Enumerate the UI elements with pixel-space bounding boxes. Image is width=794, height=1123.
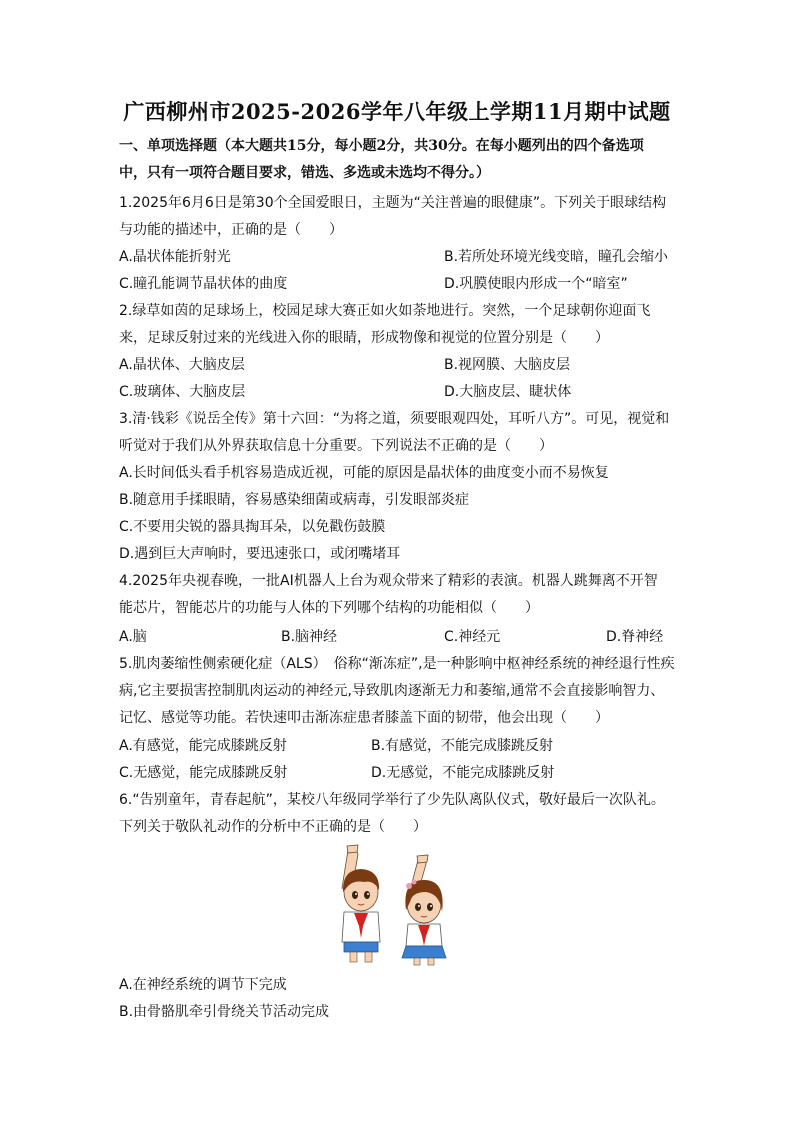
- section-heading: [119, 133, 679, 187]
- question-5-stem-line1: 5.肌肉萎缩性侧索硬化症（ALS） 俗称“渐冻症”,是一种影响中枢神经系统的神经退行性疾: [119, 656, 675, 672]
- question-1-option-a: A.晶状体能折射光: [119, 249, 231, 265]
- question-3-option-c: C.不要用尖锐的器具掏耳朵，以免戳伤鼓膜: [119, 519, 386, 535]
- question-4-stem-line2: 能芯片，智能芯片的功能与人体的下列哪个结构的功能相似（ ）: [119, 600, 539, 616]
- question-1-option-b: B.若所处环境光线变暗，瞳孔会缩小: [444, 249, 669, 265]
- question-2-stem-line2: 来，足球反射过来的光线进入你的眼睛，形成物像和视觉的位置分别是（ ）: [119, 330, 609, 346]
- page-title: 广西柳州市2025-2026学年八年级上学期11月期中试题: [123, 99, 671, 124]
- question-1-stem-line1: 1.2025年6月6日是第30个全国爱眼日，主题为“关注普遍的眼健康”。下列关于眼球结构: [119, 195, 667, 211]
- question-3-option-a: A.长时间低头看手机容易造成近视，可能的原因是晶状体的曲度变小而不易恢复: [119, 465, 609, 481]
- question-2-stem-line1: 2.绿草如茵的足球场上，校园足球大赛正如火如荼地进行。突然，一个足球朝你迎面飞: [119, 303, 651, 319]
- section-heading-line1: 一、单项选择题（本大题共15分，每小题2分，共30分。在每小题列出的四个备选项: [119, 138, 644, 154]
- question-3-option-b: B.随意用手揉眼睛，容易感染细菌或病毒，引发眼部炎症: [119, 492, 470, 508]
- question-2-option-b: B.视网膜、大脑皮层: [444, 357, 571, 373]
- question-3-stem-line2: 听觉对于我们从外界获取信息十分重要。下列说法不正确的是（ ）: [119, 438, 553, 454]
- question-5-option-d: D.无感觉，不能完成膝跳反射: [371, 765, 555, 781]
- girl-figure: [402, 855, 446, 965]
- question-4-option-a: A.脑: [119, 629, 147, 645]
- question-5-option-a: A.有感觉，能完成膝跳反射: [119, 738, 287, 754]
- question-4-option-d: D.脊神经: [606, 629, 664, 645]
- question-3-stem-line1: 3.清·钱彩《说岳全传》第十六回：“为将之道，须要眼观四处，耳听八方”。可见，视觉和: [119, 411, 670, 427]
- question-6-option-b: B.由骨骼肌牵引骨绕关节活动完成: [119, 1004, 330, 1020]
- question-5-stem-line3: 记忆、感觉等功能。若快速叩击渐冻症患者膝盖下面的韧带，他会出现（ ）: [119, 710, 609, 726]
- question-2-option-c: C.玻璃体、大脑皮层: [119, 384, 246, 400]
- question-2-option-a: A.晶状体、大脑皮层: [119, 357, 245, 373]
- question-5-stem-line2: 病,它主要损害控制肌肉运动的神经元,导致肌肉逐渐无力和萎缩,通常不会直接影响智力、: [119, 683, 665, 699]
- section-heading-line2: 中，只有一项符合题目要求，错选、多选或未选均不得分。）: [119, 165, 490, 181]
- question-3-option-d: D.遇到巨大声响时，要迅速张口，或闭嘴堵耳: [119, 546, 401, 562]
- question-1-option-c: C.瞳孔能调节晶状体的曲度: [119, 276, 288, 292]
- question-4-option-c: C.神经元: [444, 629, 501, 645]
- question-5-option-c: C.无感觉，能完成膝跳反射: [119, 765, 288, 781]
- pioneers-saluting-illustration: [330, 842, 458, 966]
- question-1-stem-line2: 与功能的描述中，正确的是（ ）: [119, 222, 343, 238]
- boy-figure: [342, 845, 380, 962]
- question-4-stem-line1: 4.2025年央视春晚，一批AI机器人上台为观众带来了精彩的表演。机器人跳舞离不开智: [119, 573, 658, 589]
- question-1-option-d: D.巩膜使眼内形成一个“暗室”: [444, 276, 628, 292]
- question-6-stem-line2: 下列关于敬队礼动作的分析中不正确的是（ ）: [119, 819, 427, 835]
- question-6-option-a: A.在神经系统的调节下完成: [119, 977, 287, 993]
- question-5-option-b: B.有感觉，不能完成膝跳反射: [371, 738, 554, 754]
- question-6-stem-line1: 6.“告别童年，青春起航”，某校八年级同学举行了少先队离队仪式，敬好最后一次队礼。: [119, 792, 665, 808]
- question-2-option-d: D.大脑皮层、睫状体: [444, 384, 572, 400]
- question-4-option-b: B.脑神经: [281, 629, 338, 645]
